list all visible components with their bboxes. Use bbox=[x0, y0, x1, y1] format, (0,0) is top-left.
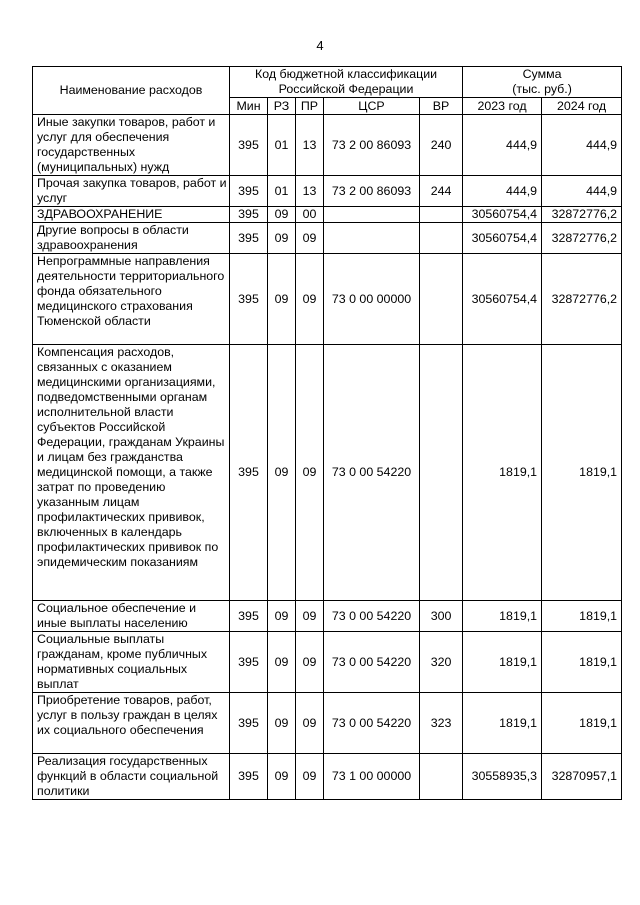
page-number: 4 bbox=[316, 38, 324, 53]
header-min: Мин bbox=[230, 98, 268, 115]
row-rz: 09 bbox=[268, 345, 296, 601]
table-row bbox=[33, 207, 622, 223]
row-pr: 09 bbox=[296, 223, 324, 254]
row-csr: 73 0 00 54220 bbox=[324, 693, 420, 754]
row-vr: 240 bbox=[420, 115, 463, 176]
row-2023: 30560754,4 bbox=[463, 207, 542, 223]
table-row bbox=[33, 754, 622, 800]
row-pr: 13 bbox=[296, 176, 324, 207]
row-name: Реализация государственных функций в области социальной политики bbox=[33, 754, 230, 800]
row-name: Прочая закупка товаров, работ и услуг bbox=[33, 176, 230, 207]
row-vr: 244 bbox=[420, 176, 463, 207]
header-rz: РЗ bbox=[268, 98, 296, 115]
row-csr bbox=[324, 207, 420, 223]
header-csr: ЦСР bbox=[324, 98, 420, 115]
row-min: 395 bbox=[230, 754, 268, 800]
header-name: Наименование расходов bbox=[33, 67, 230, 115]
table-row bbox=[33, 601, 622, 632]
row-name: Непрограммные направления деятельности территориального фонда обязательного медицинского страхования Тюменской области bbox=[33, 254, 230, 345]
row-min: 395 bbox=[230, 632, 268, 693]
row-rz: 09 bbox=[268, 223, 296, 254]
table-row bbox=[33, 254, 622, 345]
row-2023: 30558935,3 bbox=[463, 754, 542, 800]
row-2024: 32870957,1 bbox=[542, 754, 622, 800]
header-sum-group bbox=[463, 67, 622, 98]
row-vr: 300 bbox=[420, 601, 463, 632]
row-2024: 32872776,2 bbox=[542, 223, 622, 254]
row-min: 395 bbox=[230, 254, 268, 345]
row-pr: 09 bbox=[296, 601, 324, 632]
header-code-group: Код бюджетной классификации Российской Федерации bbox=[230, 67, 463, 98]
header-sum-line2: (тыс. руб.) bbox=[512, 82, 572, 96]
row-2024: 1819,1 bbox=[542, 693, 622, 754]
row-name: Социальное обеспечение и иные выплаты населению bbox=[33, 601, 230, 632]
row-2024: 32872776,2 bbox=[542, 207, 622, 223]
row-2023: 1819,1 bbox=[463, 601, 542, 632]
row-2023: 444,9 bbox=[463, 115, 542, 176]
row-pr: 00 bbox=[296, 207, 324, 223]
header-2024: 2024 год bbox=[542, 98, 622, 115]
row-rz: 09 bbox=[268, 601, 296, 632]
row-pr: 09 bbox=[296, 345, 324, 601]
row-vr bbox=[420, 207, 463, 223]
table-row bbox=[33, 223, 622, 254]
header-sum-line1: Сумма bbox=[522, 67, 562, 81]
table-row bbox=[33, 632, 622, 693]
row-name: Приобретение товаров, работ, услуг в пользу граждан в целях их социального обеспечения bbox=[33, 693, 230, 754]
row-2024: 1819,1 bbox=[542, 601, 622, 632]
table-row bbox=[33, 693, 622, 754]
row-2024: 1819,1 bbox=[542, 632, 622, 693]
row-csr: 73 2 00 86093 bbox=[324, 176, 420, 207]
row-rz: 09 bbox=[268, 754, 296, 800]
row-csr: 73 0 00 54220 bbox=[324, 601, 420, 632]
row-vr: 323 bbox=[420, 693, 463, 754]
row-2024: 32872776,2 bbox=[542, 254, 622, 345]
row-pr: 09 bbox=[296, 693, 324, 754]
row-name: ЗДРАВООХРАНЕНИЕ bbox=[33, 207, 230, 223]
row-2024: 444,9 bbox=[542, 176, 622, 207]
row-rz: 09 bbox=[268, 207, 296, 223]
row-2023: 1819,1 bbox=[463, 345, 542, 601]
header-vr: ВР bbox=[420, 98, 463, 115]
row-min: 395 bbox=[230, 223, 268, 254]
row-csr: 73 0 00 54220 bbox=[324, 632, 420, 693]
row-csr: 73 0 00 00000 bbox=[324, 254, 420, 345]
row-vr bbox=[420, 754, 463, 800]
row-2024: 444,9 bbox=[542, 115, 622, 176]
row-rz: 09 bbox=[268, 254, 296, 345]
row-min: 395 bbox=[230, 176, 268, 207]
row-vr bbox=[420, 254, 463, 345]
row-pr: 09 bbox=[296, 754, 324, 800]
row-vr bbox=[420, 223, 463, 254]
row-name: Другие вопросы в области здравоохранения bbox=[33, 223, 230, 254]
row-vr: 320 bbox=[420, 632, 463, 693]
row-min: 395 bbox=[230, 601, 268, 632]
row-csr: 73 2 00 86093 bbox=[324, 115, 420, 176]
row-name: Компенсация расходов, связанных с оказанием медицинскими организациями, подведомственными органам исполнительной власти субъектов Российской Федерации, гражданам Украины и лицам без гражданства медицинской помощи, а также затрат по проведению указанным лицам профилактических прививок, включенных в календарь профилактических прививок по эпидемическим показаниям bbox=[33, 345, 230, 601]
row-pr: 13 bbox=[296, 115, 324, 176]
row-min: 395 bbox=[230, 693, 268, 754]
row-csr: 73 0 00 54220 bbox=[324, 345, 420, 601]
row-min: 395 bbox=[230, 207, 268, 223]
row-rz: 01 bbox=[268, 176, 296, 207]
row-csr: 73 1 00 00000 bbox=[324, 754, 420, 800]
row-2023: 444,9 bbox=[463, 176, 542, 207]
row-rz: 09 bbox=[268, 632, 296, 693]
header-2023: 2023 год bbox=[463, 98, 542, 115]
row-min: 395 bbox=[230, 345, 268, 601]
row-2023: 30560754,4 bbox=[463, 223, 542, 254]
table-row bbox=[33, 115, 622, 176]
row-2023: 1819,1 bbox=[463, 693, 542, 754]
row-2023: 1819,1 bbox=[463, 632, 542, 693]
row-pr: 09 bbox=[296, 632, 324, 693]
header-pr: ПР bbox=[296, 98, 324, 115]
row-2023: 30560754,4 bbox=[463, 254, 542, 345]
row-name: Социальные выплаты гражданам, кроме публичных нормативных социальных выплат bbox=[33, 632, 230, 693]
row-vr bbox=[420, 345, 463, 601]
budget-table bbox=[32, 66, 622, 800]
row-min: 395 bbox=[230, 115, 268, 176]
row-rz: 01 bbox=[268, 115, 296, 176]
row-csr bbox=[324, 223, 420, 254]
table-row bbox=[33, 345, 622, 601]
row-name: Иные закупки товаров, работ и услуг для обеспечения государственных (муниципальных) нужд bbox=[33, 115, 230, 176]
row-rz: 09 bbox=[268, 693, 296, 754]
row-2024: 1819,1 bbox=[542, 345, 622, 601]
row-pr: 09 bbox=[296, 254, 324, 345]
table-row bbox=[33, 176, 622, 207]
